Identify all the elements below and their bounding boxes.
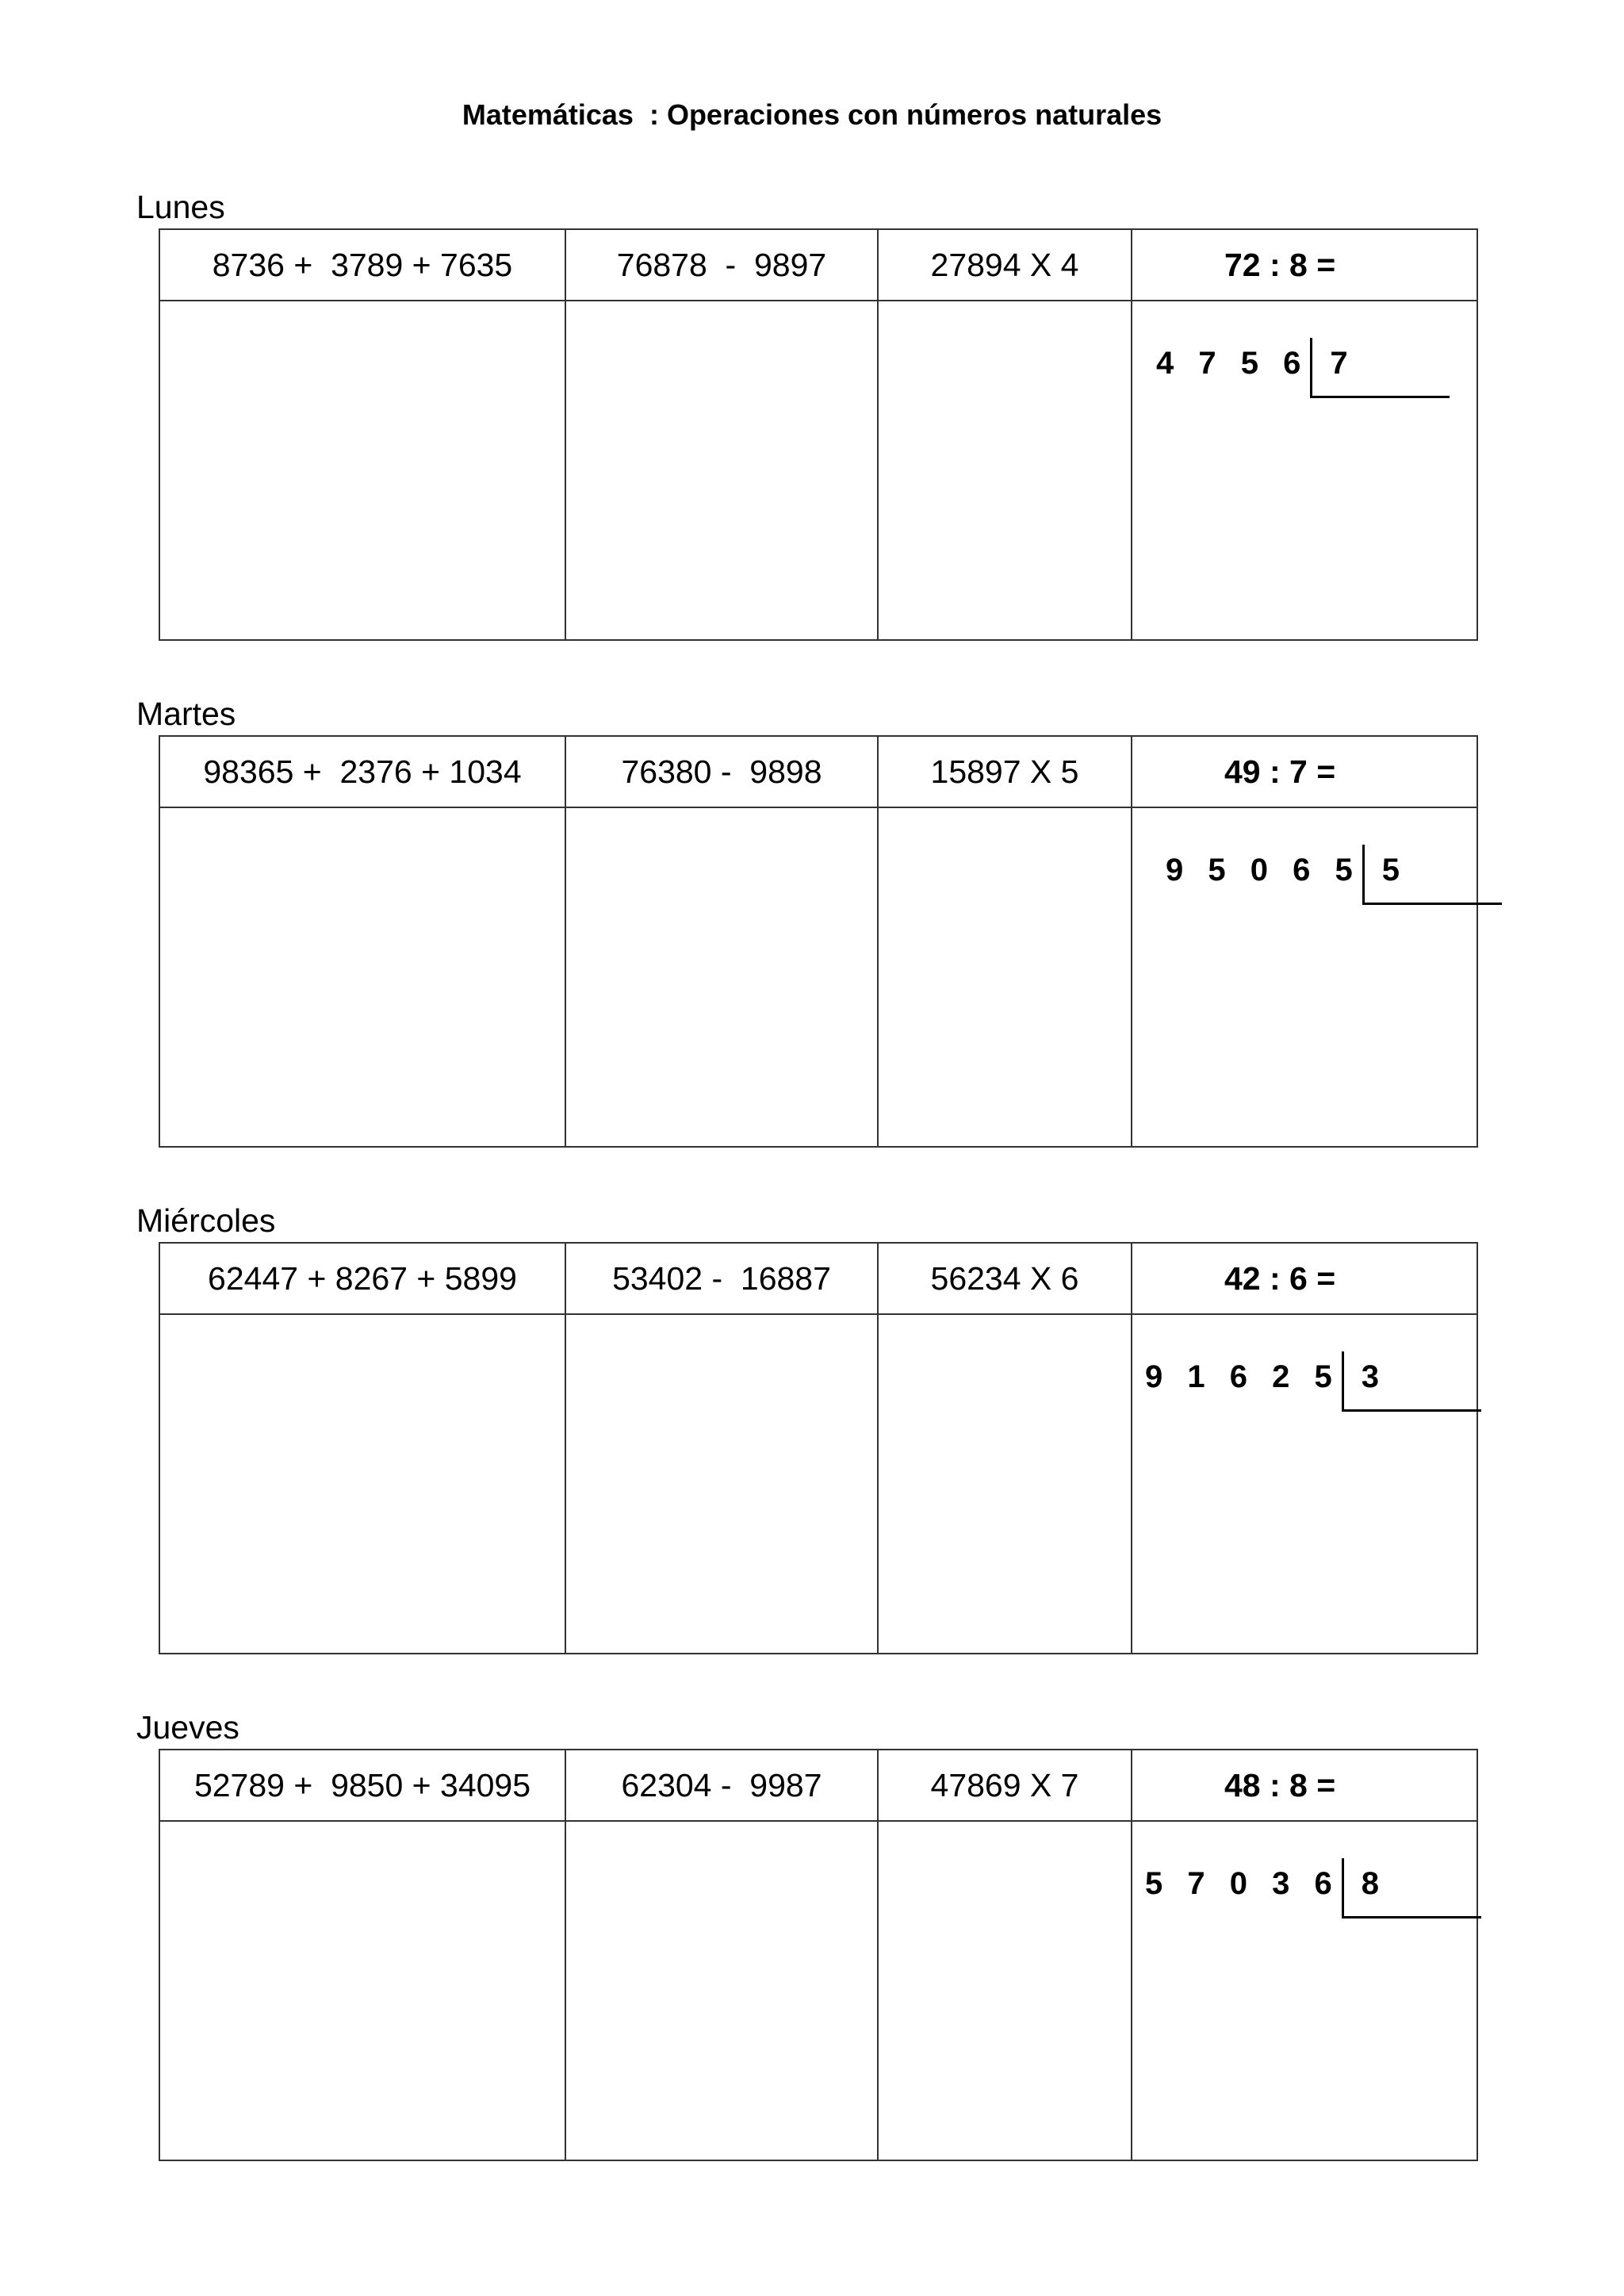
long-division-dividend: 4 7 5 6 [1156, 346, 1309, 381]
long-division-divisor: 8 [1361, 1866, 1379, 1901]
long-division-dividend: 9 5 0 6 5 [1166, 853, 1361, 887]
work-space-division[interactable] [1132, 807, 1477, 1147]
day-section-miercoles [0, 1201, 1624, 1708]
page-title: Matemáticas : Operaciones con números naturales [462, 98, 1162, 131]
operations-header-row [159, 736, 1477, 807]
long-division-bracket [1342, 1858, 1481, 1918]
subtraction-cell: 62304 - 9987 [565, 1750, 878, 1821]
work-space-multiplication[interactable] [878, 1314, 1132, 1654]
division-cell: 72 : 8 = [1132, 229, 1477, 301]
operations-header-row [159, 1243, 1477, 1314]
division-cell: 42 : 6 = [1132, 1243, 1477, 1314]
work-space-addition[interactable] [159, 807, 565, 1147]
addition-cell: 8736 + 3789 + 7635 [159, 229, 565, 301]
work-space-multiplication[interactable] [878, 301, 1132, 640]
long-division [1145, 1858, 1481, 1918]
day-section-lunes [0, 187, 1624, 695]
work-space-multiplication[interactable] [878, 1821, 1132, 2160]
work-space-division[interactable] [1132, 1314, 1477, 1654]
long-division-bracket [1310, 338, 1450, 398]
long-division [1145, 1351, 1481, 1412]
day-section-martes [0, 694, 1624, 1202]
subtraction-cell: 76878 - 9897 [565, 229, 878, 301]
work-space-row [159, 301, 1477, 640]
operations-table [159, 228, 1478, 641]
work-space-division[interactable] [1132, 301, 1477, 640]
day-label: Martes [136, 696, 236, 732]
long-division-divisor: 5 [1381, 853, 1400, 887]
work-space-division[interactable] [1132, 1821, 1477, 2160]
work-space-subtraction[interactable] [565, 807, 878, 1147]
work-space-subtraction[interactable] [565, 1821, 878, 2160]
long-division-bracket [1342, 1351, 1481, 1412]
day-label: Lunes [136, 189, 225, 225]
work-space-addition[interactable] [159, 1821, 565, 2160]
long-division [1156, 338, 1450, 398]
addition-cell: 52789 + 9850 + 34095 [159, 1750, 565, 1821]
long-division [1166, 845, 1502, 905]
operations-table [159, 735, 1478, 1148]
division-cell: 48 : 8 = [1132, 1750, 1477, 1821]
day-label: Jueves [136, 1709, 239, 1746]
subtraction-cell: 53402 - 16887 [565, 1243, 878, 1314]
long-division-dividend: 9 1 6 2 5 [1145, 1359, 1340, 1394]
work-space-row [159, 1821, 1477, 2160]
long-division-dividend: 5 7 0 3 6 [1145, 1866, 1340, 1901]
work-space-addition[interactable] [159, 1314, 565, 1654]
operations-table [159, 1749, 1478, 2161]
multiplication-cell: 56234 X 6 [878, 1243, 1132, 1314]
long-division-bracket [1362, 845, 1502, 905]
work-space-row [159, 807, 1477, 1147]
addition-cell: 62447 + 8267 + 5899 [159, 1243, 565, 1314]
division-cell: 49 : 7 = [1132, 736, 1477, 807]
multiplication-cell: 27894 X 4 [878, 229, 1132, 301]
multiplication-cell: 15897 X 5 [878, 736, 1132, 807]
operations-header-row [159, 1750, 1477, 1821]
day-section-jueves [0, 1708, 1624, 2215]
work-space-subtraction[interactable] [565, 1314, 878, 1654]
work-space-addition[interactable] [159, 301, 565, 640]
operations-table [159, 1242, 1478, 1654]
subtraction-cell: 76380 - 9898 [565, 736, 878, 807]
long-division-divisor: 7 [1330, 346, 1348, 381]
multiplication-cell: 47869 X 7 [878, 1750, 1132, 1821]
long-division-divisor: 3 [1361, 1359, 1379, 1394]
operations-header-row [159, 229, 1477, 301]
addition-cell: 98365 + 2376 + 1034 [159, 736, 565, 807]
work-space-multiplication[interactable] [878, 807, 1132, 1147]
work-space-subtraction[interactable] [565, 301, 878, 640]
day-label: Miércoles [136, 1202, 276, 1239]
work-space-row [159, 1314, 1477, 1654]
